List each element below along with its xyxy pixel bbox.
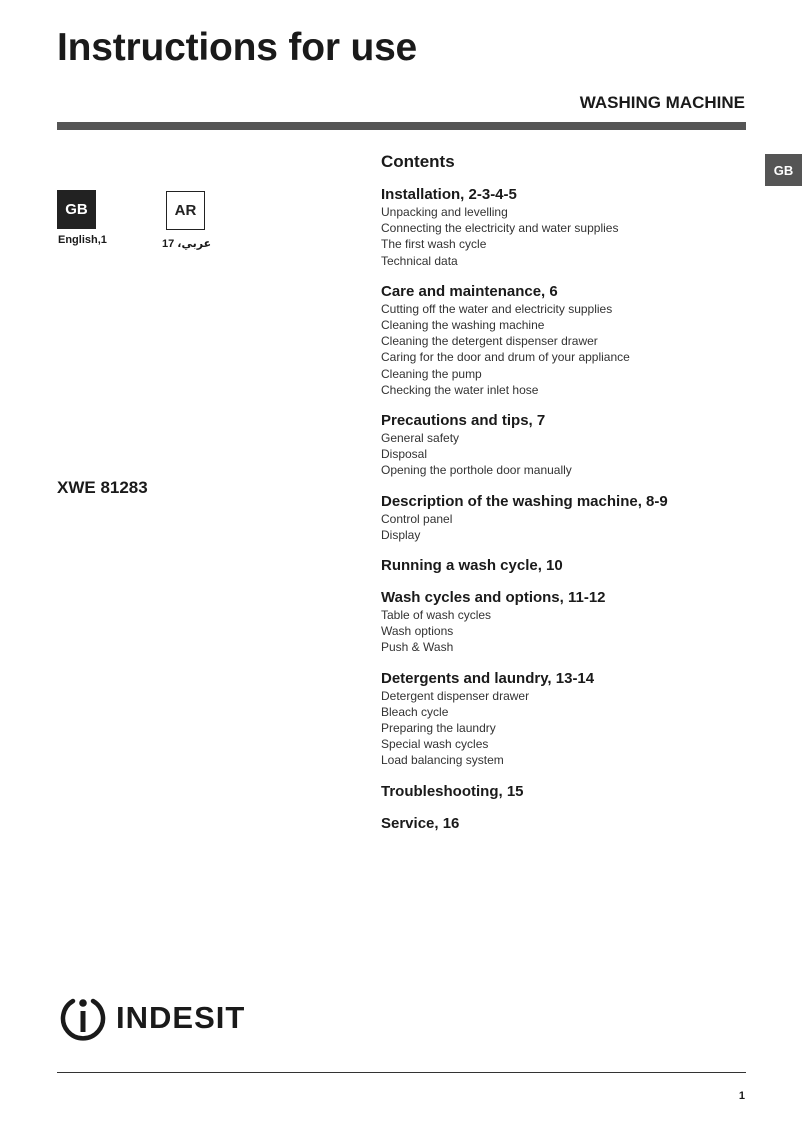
section-item: Checking the water inlet hose	[381, 382, 539, 397]
section-item: Cleaning the washing machine	[381, 318, 545, 333]
section-heading: Detergents and laundry, 13-14	[381, 669, 595, 687]
section-item: Caring for the door and drum of your appliance	[381, 350, 630, 365]
section-heading: Installation, 2-3-4-5	[381, 186, 517, 203]
product-type: WASHING MACHINE	[579, 93, 745, 112]
section-item: Push & Wash	[381, 640, 454, 655]
section-item: Table of wash cycles	[381, 608, 492, 623]
language-badge-gb: GB	[57, 190, 96, 229]
language-caption-ar: عربي، 17	[162, 238, 212, 250]
contents-section	[381, 815, 761, 833]
section-heading: Care and maintenance, 6	[381, 282, 558, 300]
contents-section	[381, 589, 761, 656]
language-caption-gb: English,1	[58, 234, 107, 246]
section-heading: Troubleshooting, 15	[381, 782, 524, 800]
section-item: Disposal	[381, 447, 428, 462]
section-item: Preparing the laundry	[381, 721, 496, 736]
section-item: Control panel	[381, 511, 453, 526]
section-heading: Running a wash cycle, 10	[381, 557, 563, 575]
top-divider	[57, 122, 746, 130]
model-number: XWE 81283	[57, 478, 148, 497]
brand-logo	[57, 992, 245, 1044]
contents-section	[381, 283, 761, 398]
page-number: 1	[738, 1090, 745, 1102]
section-item: Opening the porthole door manually	[381, 463, 572, 478]
contents-title: Contents	[381, 152, 455, 171]
contents-section	[381, 412, 761, 479]
contents-section	[381, 557, 761, 575]
section-item: Special wash cycles	[381, 737, 489, 752]
brand-name: INDESIT	[116, 1000, 246, 1035]
language-side-tab: GB	[765, 154, 802, 186]
contents-sections	[381, 186, 761, 833]
section-item: Display	[381, 527, 421, 542]
section-item: Unpacking and levelling	[381, 205, 508, 219]
indesit-logo-icon	[57, 992, 109, 1044]
section-item: Connecting the electricity and water supplies	[381, 221, 619, 236]
section-heading: Wash cycles and options, 11-12	[381, 589, 606, 607]
section-item: Detergent dispenser drawer	[381, 688, 530, 703]
section-item: Bleach cycle	[381, 704, 449, 719]
page-title: Instructions for use	[57, 26, 418, 69]
section-item: Cutting off the water and electricity supplies	[381, 301, 613, 316]
contents-section	[381, 670, 761, 769]
language-badge-ar: AR	[166, 191, 205, 230]
section-item: Load balancing system	[381, 753, 504, 768]
contents-section	[381, 493, 761, 543]
section-item: Technical data	[381, 253, 458, 268]
section-item: The first wash cycle	[381, 237, 487, 252]
section-item: Cleaning the pump	[381, 366, 482, 381]
section-item: Cleaning the detergent dispenser drawer	[381, 334, 598, 349]
section-heading: Description of the washing machine, 8-9	[381, 492, 668, 510]
contents-section	[381, 783, 761, 801]
bottom-divider	[57, 1072, 746, 1073]
section-item: General safety	[381, 431, 460, 446]
table-of-contents	[381, 152, 761, 847]
contents-section	[381, 186, 761, 269]
section-heading: Service, 16	[381, 814, 460, 832]
section-item: Wash options	[381, 624, 454, 639]
section-heading: Precautions and tips, 7	[381, 412, 546, 430]
